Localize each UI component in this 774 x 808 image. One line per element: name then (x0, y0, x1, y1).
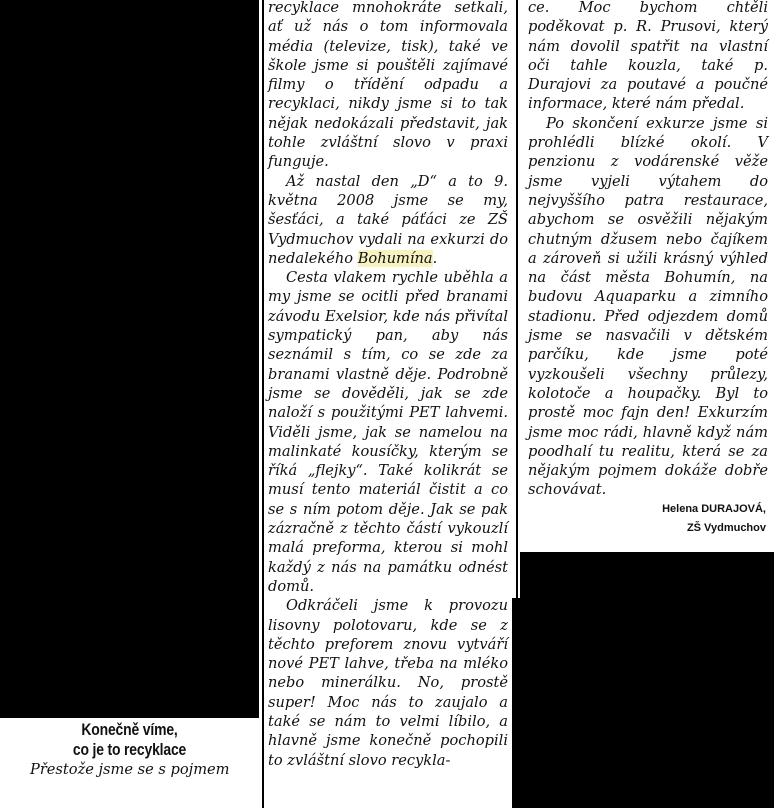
paragraph-den-d (268, 172, 508, 268)
paragraph-den-d-text: Až nastal den „D“ a to 9. května 2008 jsme se my, šesťáci, a také páťáci ze ZŠ Vydmuchov vydali na exkurzi do nedalekého (268, 172, 508, 267)
paragraph-den-d-end: . (432, 249, 438, 267)
highlighted-place-name: Bohumína (357, 249, 433, 267)
blank-area-right (520, 552, 774, 808)
author-name: Helena DURAJOVÁ, (662, 502, 766, 515)
article-headline (23, 720, 235, 760)
author-signature (528, 500, 768, 538)
paragraph-podekovani: ce. Moc bychom chtěli poděkovat p. R. Prusovi, který nám dovolil spatřit na vlastní oči tahle kouzla, také p. Durajovi za poutavé a poučné informace, které nám předal. (528, 0, 768, 113)
headline-line-1: Konečně víme, (81, 720, 178, 739)
article-column-2 (268, 0, 508, 770)
column-divider-right (516, 0, 518, 598)
paragraph-recyklace: recyklace mnohokráte setkali, ať už nás o tom informovala média (televize, tisk), také ve škole jsme si pouštěli zajímavé filmy o třídění odpadu a recyklaci, nikdy jsme si to tak nějak nedokázali představit, jak tohle zvláštní slovo v praxi funguje. (268, 0, 508, 171)
article-column-3 (528, 0, 768, 538)
blank-area-left (0, 0, 259, 718)
paragraph-okoli: Po skončení exkurze jsme si prohlédli blízké okolí. V penzionu z vodárenské věže jsme vyjeli výtahem do nejvyššího patra restaurace, abychom se osvěžili nějakým chutným džusem nebo čajíkem a zároveň si užili krásný výhled na část města Bohumín, na budovu Aquaparku a zimního stadionu. Před odjezdem domů jsme se nasvačili v dětském parčíku, kde jsme poté vyzkoušeli všechny průlezy, kolotoče a houpačky. Byl to prostě moc fajn den! Exkurzím jsme moc rádi, hlavně když nám poodhalí tu realitu, která se za nějakým pojmem dokáže dobře schovávat. (528, 114, 768, 499)
lead-paragraph: Přestože jsme se s pojmem (30, 761, 230, 778)
author-school: ZŠ Vydmuchov (686, 521, 766, 534)
article-column-1 (0, 718, 259, 779)
headline-line-2: co je to recyklace (72, 740, 187, 759)
column-divider-left (262, 0, 264, 808)
paragraph-lisovna: Odkráčeli jsme k provozu lisovny polotovaru, kde se z těchto preforem znovu vytváří nové PET lahve, třeba na mléko nebo minerálku. No, prostě super! Moc nás to zaujalo a také se nám to velmi líbilo, a hlavně jsme konečně pochopili to zvláštní slovo recykla- (268, 597, 508, 769)
blank-area-gap (512, 598, 520, 808)
paragraph-cesta: Cesta vlakem rychle uběhla a my jsme se ocitli před branami závodu Exelsior, kde nás přivítal sympatický pan, aby nás seznámil s tím, co se zde za branami vlastně děje. Podrobně jsme se dověděli, jak se zde naloží s použitými PET lahvemi. Viděli jsme, jak se namelou na malinkaté kousíčky, kterým se říká „flejky“. Také kolikrát se musí tento materiál čistit a co se s ním potom děje. Jak se pak zázračně z těchto částí vykouzlí malá preforma, kterou si mohl každý z nás na památku odnést domů. (268, 269, 508, 595)
